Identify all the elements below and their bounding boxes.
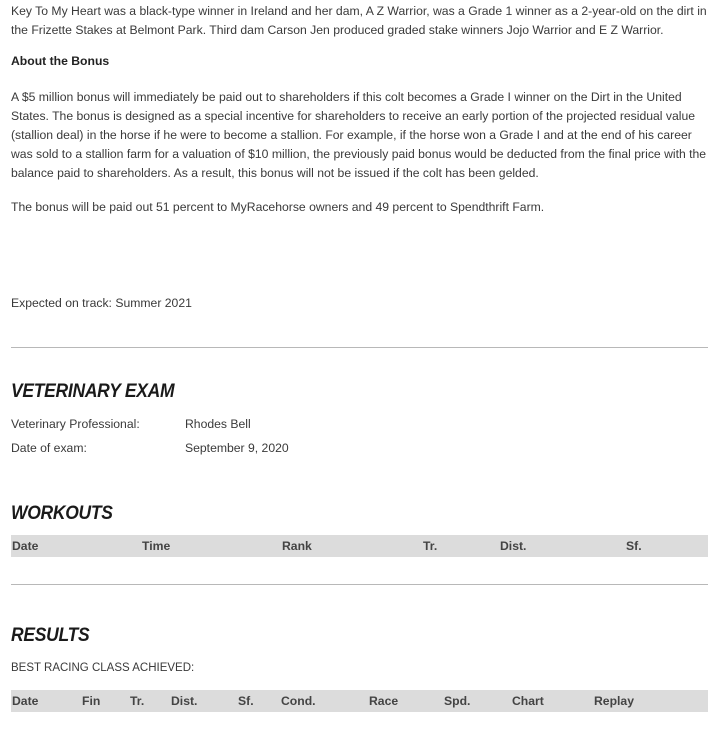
bonus-description: A $5 million bonus will immediately be paid out to shareholders if this colt becomes a Grade I winner on the Dirt in the United States. The bonus is designed as a special incentive for shareholders to receive an early portion of the projected residual value (stallion deal) in the horse if he were to become a stallion. For example, if the horse won a Grade I and at the end of his career was sold to a stallion farm for a valuation of $10 million, the previously paid bonus would be deducted from the final price with the balance paid to shareholders. As a result, this bonus will not be issued if the colt has been gelded. — [11, 90, 707, 180]
section-divider — [11, 584, 708, 585]
best-racing-class-label: BEST RACING CLASS ACHIEVED: — [11, 662, 195, 674]
vet-professional-value: Rhodes Bell — [185, 417, 251, 431]
results-col-race[interactable]: Race — [369, 694, 399, 708]
results-col-replay[interactable]: Replay — [594, 694, 634, 708]
section-divider — [11, 347, 708, 348]
expected-on-track: Expected on track: Summer 2021 — [11, 296, 192, 310]
results-col-chart[interactable]: Chart — [512, 694, 544, 708]
workouts-col-distance[interactable]: Dist. — [500, 539, 527, 553]
results-col-distance[interactable]: Dist. — [171, 694, 198, 708]
workouts-col-track[interactable]: Tr. — [423, 539, 438, 553]
workouts-col-rank[interactable]: Rank — [282, 539, 312, 553]
results-col-track[interactable]: Tr. — [130, 694, 145, 708]
results-col-speed[interactable]: Spd. — [444, 694, 471, 708]
exam-date-label: Date of exam: — [11, 441, 87, 455]
results-col-finish[interactable]: Fin — [82, 694, 101, 708]
vet-professional-label: Veterinary Professional: — [11, 417, 140, 431]
bonus-heading: About the Bonus — [11, 54, 110, 68]
veterinary-exam-title: VETERINARY EXAM — [11, 381, 175, 402]
workouts-col-surface[interactable]: Sf. — [626, 539, 642, 553]
bonus-split: The bonus will be paid out 51 percent to MyRacehorse owners and 49 percent to Spendthrift Farm. — [11, 200, 545, 214]
exam-date-value: September 9, 2020 — [185, 441, 289, 455]
results-col-surface[interactable]: Sf. — [238, 694, 254, 708]
pedigree-paragraph: Key To My Heart was a black-type winner in Ireland and her dam, A Z Warrior, was a Grade 1 winner as a 2-year-old on the dirt in the Frizette Stakes at Belmont Park. Third dam Carson Jen produced graded stake winners Jojo Warrior and E Z Warrior. — [11, 4, 707, 37]
workouts-col-date[interactable]: Date — [12, 539, 39, 553]
results-col-condition[interactable]: Cond. — [281, 694, 316, 708]
workouts-title: WORKOUTS — [11, 503, 113, 524]
results-title: RESULTS — [11, 625, 90, 646]
workouts-col-time[interactable]: Time — [142, 539, 171, 553]
results-table-header — [11, 690, 708, 712]
results-col-date[interactable]: Date — [12, 694, 39, 708]
workouts-table-header — [11, 535, 708, 557]
